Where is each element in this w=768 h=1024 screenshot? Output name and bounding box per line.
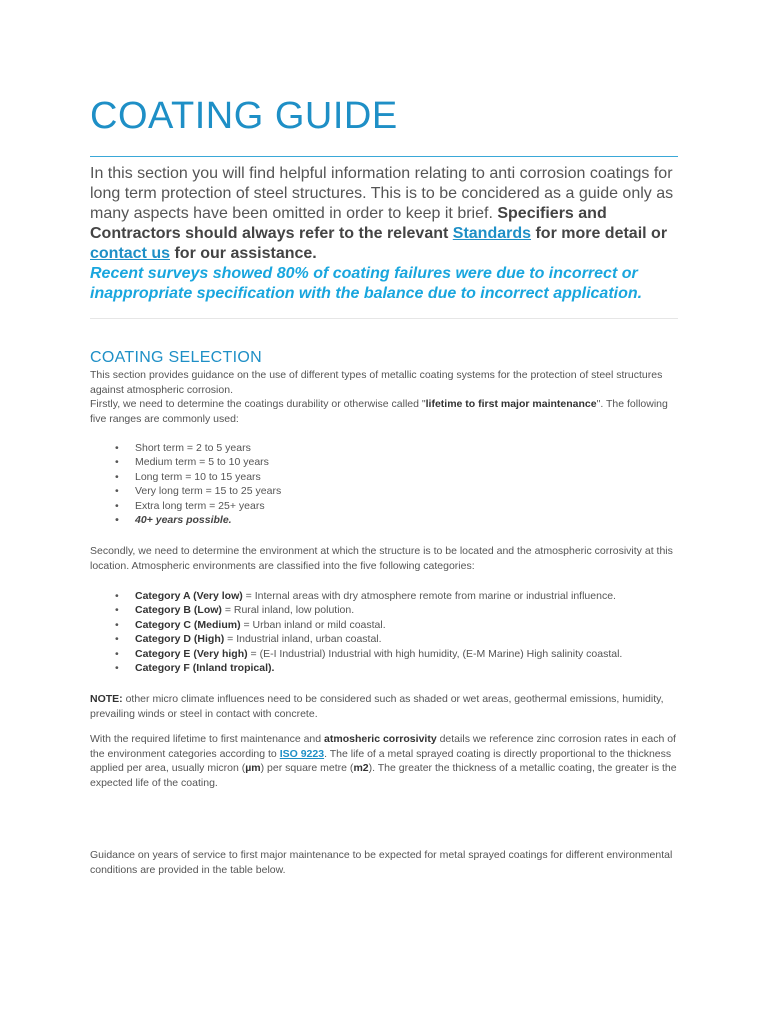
para4-bold-micron: µm (245, 762, 261, 774)
para4-text-e: ). The greater the thickness of a metallic coating, the greater is the expected life of the coating. (90, 762, 677, 789)
list-item: • Short term = 2 to 5 years (90, 441, 680, 455)
para4-text-d: ) per square metre ( (260, 762, 354, 774)
list-item: • Extra long term = 25+ years (90, 499, 680, 513)
para1-text: This section provides guidance on the use of different types of metallic coating systems for the protection of steel structures against atmospheric corrosion. (90, 369, 663, 396)
corrosivity-paragraph (90, 732, 680, 790)
durability-list (90, 441, 680, 527)
para4-text-a: With the required lifetime to first maintenance and (90, 733, 325, 745)
category-desc: = Urban inland or mild coastal. (240, 618, 386, 631)
category-name: Category F (Inland tropical). (135, 662, 275, 675)
list-item: • Very long term = 15 to 25 years (90, 484, 680, 498)
category-desc: = Industrial inland, urban coastal. (224, 633, 382, 646)
category-list (90, 589, 680, 675)
note-text: other micro climate influences need to be considered such as shaded or wet areas, geothermal emissions, humidity, prevailing winds or steel in contact with concrete. (90, 693, 664, 720)
list-item (90, 661, 680, 675)
list-item-emphasis: • 40+ years possible. (90, 513, 680, 527)
iso-9223-link[interactable]: ISO 9223 (279, 747, 325, 760)
category-name: Category B (Low) (135, 604, 222, 617)
intro-bold-a: Specifiers and Contractors should always refer to the relevant (90, 205, 607, 242)
para4-text-b: details we reference zinc corrosion rates in each of the environment categories according to (90, 733, 676, 760)
section-divider (90, 318, 678, 319)
category-name: Category D (High) (135, 633, 225, 646)
list-item (90, 632, 680, 646)
intro-paragraph (90, 164, 690, 304)
category-name: Category E (Very high) (135, 647, 248, 660)
para2-text-a: Firstly, we need to determine the coatings durability or otherwise called " (90, 398, 426, 410)
list-item (90, 603, 680, 617)
intro-highlight: Recent surveys showed 80% of coating failures were due to incorrect or inappropriate specification with the balance due to incorrect application. (90, 265, 643, 302)
category-desc: = Internal areas with dry atmosphere remote from marine or industrial influence. (242, 590, 616, 602)
list-item: • Medium term = 5 to 10 years (90, 455, 680, 469)
contact-us-link[interactable]: contact us (90, 245, 171, 262)
title-divider (90, 156, 678, 157)
page-title: COATING GUIDE (90, 95, 398, 137)
guidance-paragraph: Guidance on years of service to first major maintenance to be expected for metal sprayed coatings for different environmental conditions are provided in the table below. (90, 849, 673, 876)
category-name: Category A (Very low) (135, 590, 243, 602)
category-name: Category C (Medium) (135, 618, 241, 631)
para2-text-b: ". The following five ranges are commonly used: (90, 398, 668, 425)
section-title: COATING SELECTION (90, 349, 262, 366)
standards-link[interactable]: Standards (452, 225, 532, 242)
list-item (90, 618, 680, 632)
category-desc: = Rural inland, low polution. (221, 604, 355, 617)
list-item (90, 647, 680, 661)
note-paragraph (90, 692, 680, 721)
para4-text-c: . The life of a metal sprayed coating is directly proportional to the thickness applied per area, usually micron ( (90, 747, 672, 774)
category-desc: = (E-I Industrial) Industrial with high humidity, (E-M Marine) High salinity coastal. (247, 647, 623, 660)
para4-bold-corrosivity: atmosheric corrosivity (324, 733, 437, 745)
note-label: NOTE: (90, 693, 123, 705)
list-item (90, 589, 680, 603)
intro-bold-b: for more detail or (531, 225, 668, 242)
environment-paragraph: Secondly, we need to determine the environment at which the structure is to be located and the atmospheric corrosivity at this location. Atmospheric environments are classified into the five following categories: (90, 545, 673, 572)
para4-bold-m2: m2 (353, 762, 369, 774)
intro-bold-c: for our assistance. (170, 245, 317, 262)
list-item: • Long term = 10 to 15 years (90, 470, 680, 484)
para2-bold: lifetime to first major maintenance (425, 398, 597, 410)
intro-text: In this section you will find helpful information relating to anti corrosion coatings for long term protection of steel structures. This is to be concidered as a guide only as many aspects have been omitted in order to keep it brief. (90, 165, 674, 222)
selection-paragraph (90, 368, 680, 426)
